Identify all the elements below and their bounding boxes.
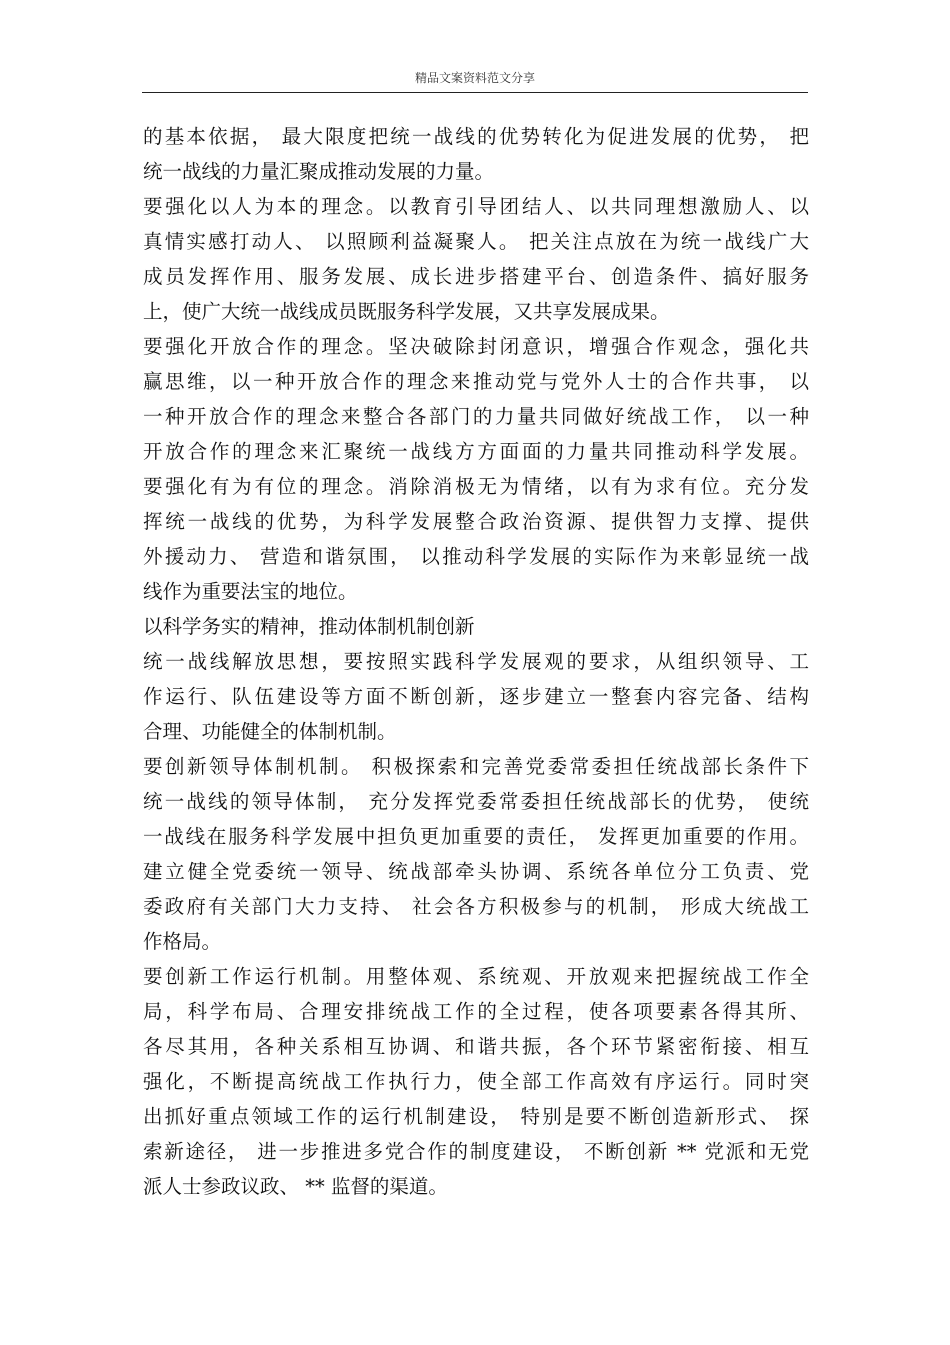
text-line: 派人士参政议政、 ** 监督的渠道。 [143,1175,448,1198]
text-line: 作运行、队伍建设等方面不断创新，逐步建立一整套内容完备、结构 [143,685,809,708]
text-line: 开放合作的理念来汇聚统一战线方方面面的力量共同推动科学发展。 [143,440,809,463]
header-title: 精品文案资料范文分享 [414,71,535,85]
text-line: 出抓好重点领域工作的运行机制建设， 特别是要不断创造新形式、 探 [143,1105,809,1128]
text-line: 各尽其用，各种关系相互协调、和谐共振，各个环节紧密衔接、相互 [143,1035,809,1058]
page-header [142,64,808,93]
document-body [143,119,809,1204]
text-line: 强化，不断提高统战工作执行力，使全部工作高效有序运行。同时突 [143,1070,809,1093]
text-line: 索新途径， 进一步推进多党合作的制度建设， 不断创新 ** 党派和无党 [143,1140,809,1163]
text-line: 要强化开放合作的理念。坚决破除封闭意识，增强合作观念，强化共 [143,335,809,358]
text-line: 的基本依据， 最大限度把统一战线的优势转化为促进发展的优势， 把 [143,125,809,148]
text-line: 一战线在服务科学发展中担负更加重要的责任， 发挥更加重要的作用。 [143,825,809,848]
text-line: 局，科学布局、合理安排统战工作的全过程，使各项要素各得其所、 [143,1000,809,1023]
text-line: 统一战线解放思想，要按照实践科学发展观的要求，从组织领导、工 [143,650,809,673]
text-line: 要创新工作运行机制。用整体观、系统观、开放观来把握统战工作全 [143,965,809,988]
text-line: 一种开放合作的理念来整合各部门的力量共同做好统战工作， 以一种 [143,405,809,428]
text-line: 作格局。 [143,930,222,953]
text-line: 统一战线的力量汇聚成推动发展的力量。 [143,160,495,183]
text-line: 线作为重要法宝的地位。 [143,580,358,603]
text-line: 挥统一战线的优势，为科学发展整合政治资源、提供智力支撑、提供 [143,510,809,533]
text-line: 委政府有关部门大力支持、 社会各方积极参与的机制， 形成大统战工 [143,895,809,918]
text-line: 要强化有为有位的理念。消除消极无为情绪，以有为求有位。充分发 [143,475,809,498]
text-line: 成员发挥作用、服务发展、成长进步搭建平台、创造条件、搞好服务 [143,265,809,288]
text-line: 建立健全党委统一领导、统战部牵头协调、系统各单位分工负责、党 [143,860,809,883]
text-line: 要强化以人为本的理念。以教育引导团结人、以共同理想激励人、以 [143,195,809,218]
text-line: 上，使广大统一战线成员既服务科学发展，又共享发展成果。 [143,300,670,323]
text-line: 统一战线的领导体制， 充分发挥党委常委担任统战部长的优势， 使统 [143,790,809,813]
section-heading: 以科学务实的精神，推动体制机制创新 [143,615,475,638]
text-line: 赢思维，以一种开放合作的理念来推动党与党外人士的合作共事， 以 [143,370,809,393]
text-line: 外援动力、 营造和谐氛围， 以推动科学发展的实际作为来彰显统一战 [143,545,809,568]
text-line: 要创新领导体制机制。 积极探索和完善党委常委担任统战部长条件下 [143,755,809,778]
text-line: 合理、功能健全的体制机制。 [143,720,397,743]
text-line: 真情实感打动人、 以照顾利益凝聚人。 把关注点放在为统一战线广大 [143,230,809,253]
